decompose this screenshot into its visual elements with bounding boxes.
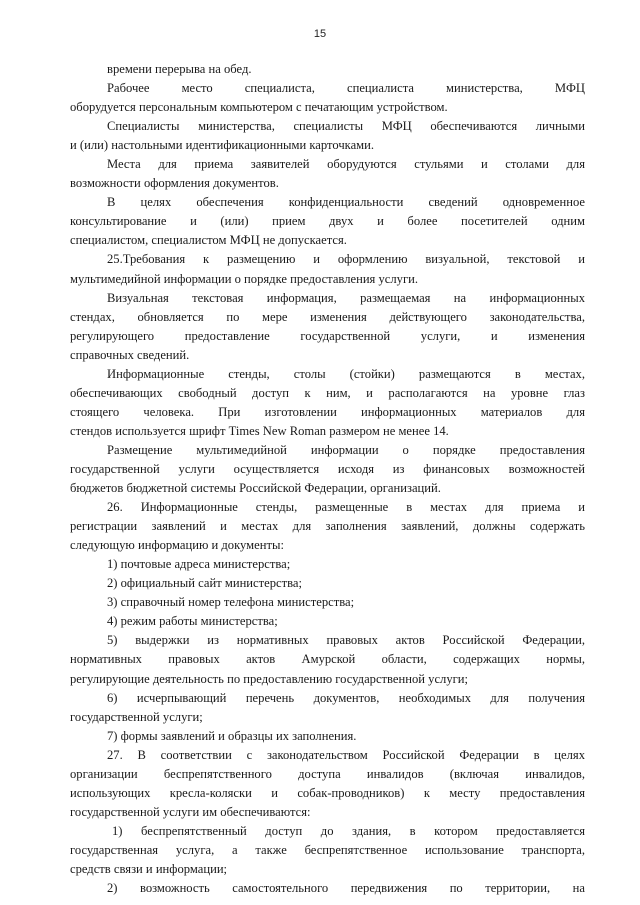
text-line: Визуальная текстовая информация, размещаемая на информационных xyxy=(107,290,585,305)
text-line: 6) исчерпывающий перечень документов, необходимых для получения xyxy=(107,690,585,705)
text-line: регистрации заявлений и местах для заполнения заявлений, должны содержать xyxy=(70,519,585,534)
text-line: государственная услуга, а также беспрепятственное использование транспорта, xyxy=(70,842,585,857)
text-line: мультимедийной информации о порядке предоставления услуги. xyxy=(70,271,419,286)
text-line: 1) беспрепятственный доступ до здания, в котором предоставляется xyxy=(112,823,585,838)
text-line: 26. Информационные стенды, размещенные в местах для приема и xyxy=(107,500,585,515)
text-line: нормативных правовых актов Амурской области, содержащих нормы, xyxy=(70,652,585,667)
text-line: 1) почтовые адреса министерства; xyxy=(107,557,291,572)
document-body xyxy=(70,60,585,898)
text-line: использующих кресла-коляски и собак-проводников) к месту предоставления xyxy=(70,785,585,800)
text-line: стоящего человека. При изготовлении информационных материалов для xyxy=(70,404,585,419)
text-line: консультирование и (или) прием двух и более посетителей одним xyxy=(70,214,585,229)
text-line: 7) формы заявлений и образцы их заполнения. xyxy=(107,728,357,743)
text-line: оборудуется персональным компьютером с печатающим устройством. xyxy=(70,100,448,115)
text-line: и (или) настольными идентификационными карточками. xyxy=(70,138,375,153)
text-line: регулирующего предоставление государственной услуги, и изменения xyxy=(70,328,585,343)
text-line: стендах, обновляется по мере изменения действующего законодательства, xyxy=(70,309,585,324)
text-line: средств связи и информации; xyxy=(70,861,228,876)
text-line: Размещение мультимедийной информации о порядке предоставления xyxy=(107,442,585,457)
text-line: возможности оформления документов. xyxy=(70,176,279,191)
text-line: Специалисты министерства, специалисты МФЦ обеспечиваются личными xyxy=(107,119,585,134)
text-line: государственной услуги осуществляется исходя из финансовых возможностей xyxy=(70,461,585,476)
text-line: 3) справочный номер телефона министерства; xyxy=(107,595,355,610)
text-line: 2) официальный сайт министерства; xyxy=(107,576,302,591)
page-number: 15 xyxy=(313,28,327,40)
text-line: следующую информацию и документы: xyxy=(70,538,284,553)
text-line: бюджетов бюджетной системы Российской Федерации, организаций. xyxy=(70,481,441,496)
text-line: Места для приема заявителей оборудуются стульями и столами для xyxy=(107,157,585,172)
text-line: стендов используется шрифт Times New Roman размером не менее 14. xyxy=(70,423,449,438)
text-line: Информационные стенды, столы (стойки) размещаются в местах, xyxy=(107,366,585,381)
text-line: Рабочее место специалиста, специалиста министерства, МФЦ xyxy=(107,81,585,96)
text-line: времени перерыва на обед. xyxy=(107,62,252,76)
text-line: регулирующие деятельность по предоставлению государственной услуги; xyxy=(70,671,469,686)
text-line: организации беспрепятственного доступа инвалидов (включая инвалидов, xyxy=(70,766,585,781)
text-line: 27. В соответствии с законодательством Российской Федерации в целях xyxy=(107,747,585,762)
text-line: В целях обеспечения конфиденциальности сведений одновременное xyxy=(107,195,585,210)
text-line: специалистом, специалистом МФЦ не допускается. xyxy=(70,233,347,248)
text-line: 25.Требования к размещению и оформлению визуальной, текстовой и xyxy=(107,252,585,267)
text-line: справочных сведений. xyxy=(70,347,190,362)
text-line: 4) режим работы министерства; xyxy=(107,614,278,629)
text-line: государственной услуги им обеспечиваются: xyxy=(70,804,311,819)
text-line: 2) возможность самостоятельного передвижения по территории, на xyxy=(107,881,585,896)
text-line: обеспечивающих свободный доступ к ним, и располагаются на уровне глаз xyxy=(70,385,585,400)
text-line: 5) выдержки из нормативных правовых актов Российской Федерации, xyxy=(107,633,585,648)
text-line: государственной услуги; xyxy=(70,709,203,724)
